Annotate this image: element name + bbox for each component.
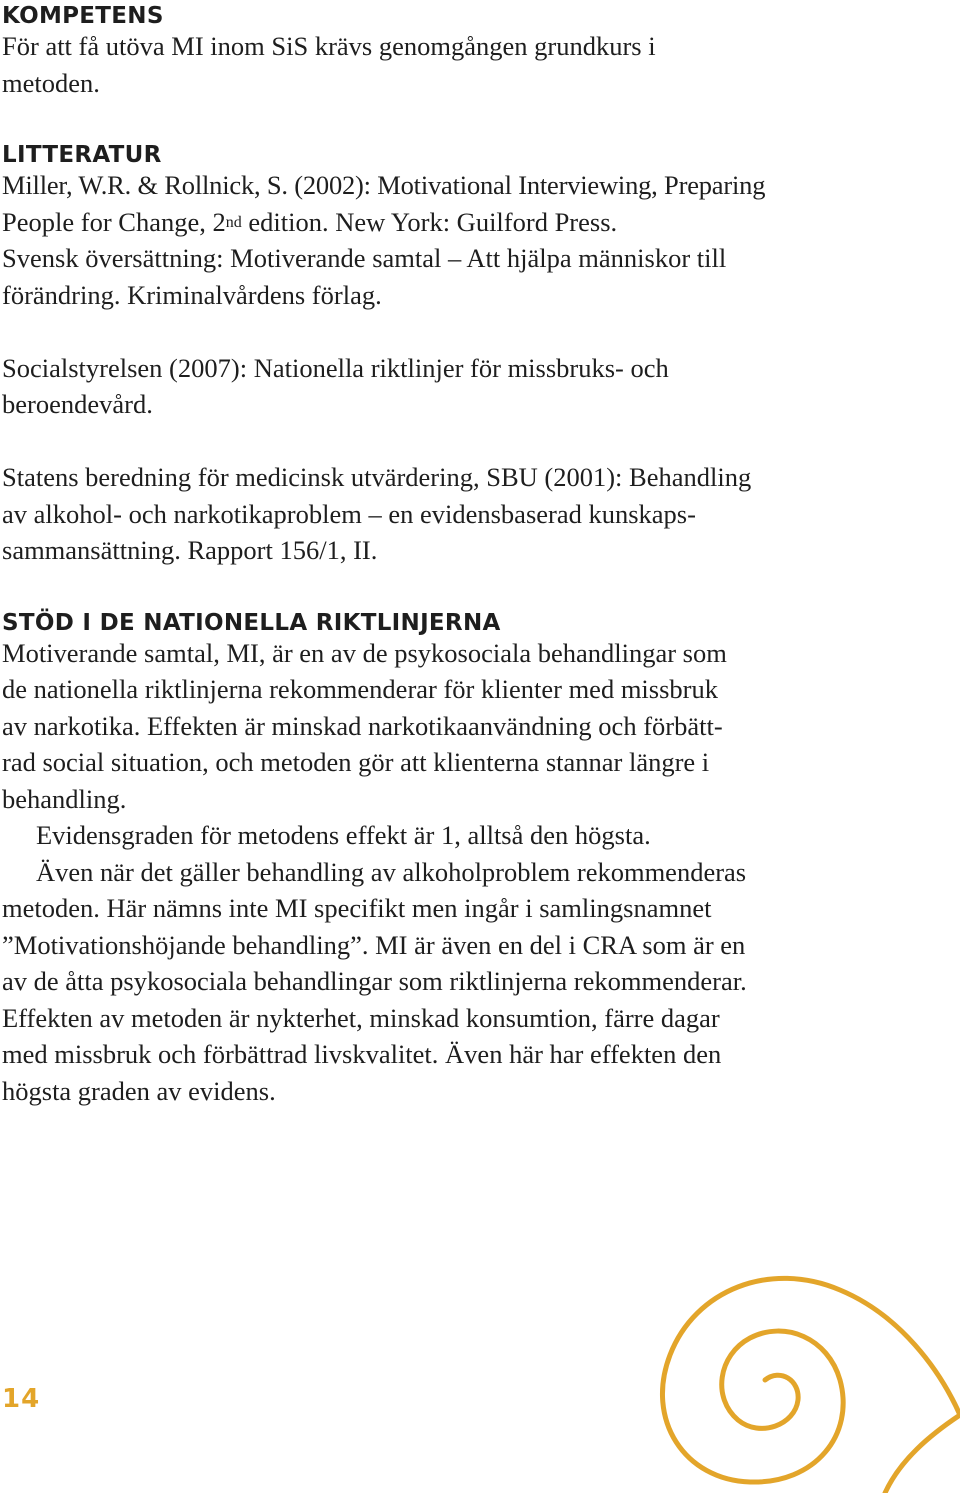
text-line: av de åtta psykosociala behandlingar som riktlinjerna rekommenderar. [2,966,747,996]
text-line: beroendevård. [2,389,153,419]
heading-litteratur: LITTERATUR [2,142,162,168]
paragraph-evidensgrad [2,817,902,854]
text-line: högsta graden av evidens. [2,1075,276,1106]
text-fragment: edition. New York: Guilford Press. [241,206,618,237]
text-line: Evidensgraden för metodens effekt är 1, alltså den högsta. [36,820,651,850]
text-line: behandling. [2,783,127,814]
text-line: med missbruk och förbättrad livskvalitet. Även här har effekten den [2,1039,722,1069]
heading-kompetens: KOMPETENS [2,3,164,29]
heading-stod-riktlinjer: STÖD I DE NATIONELLA RIKTLINJERNA [2,609,501,636]
section-kompetens [2,0,902,101]
superscript: nd [225,213,242,231]
text-line: sammansättning. Rapport 156/1, II. [2,535,378,565]
text-line: Motiverande samtal, MI, är en av de psykosociala behandlingar som [2,637,727,668]
text-line: Svensk översättning: Motiverande samtal – Att hjälpa människor till [2,243,727,273]
paragraph-mi-riktlinjer [2,635,902,818]
text-line: Även när det gäller behandling av alkoholproblem rekommenderas [36,856,747,887]
text-line: de nationella riktlinjerna rekommenderar för klienter med missbruk [2,674,718,704]
text-fragment: People for Change, 2 [2,206,226,237]
reference-socialstyrelsen [2,350,902,423]
text-line: Socialstyrelsen (2007): Nationella riktlinjer för missbruks- och [2,352,669,383]
text-line: För att få utöva MI inom SiS krävs genomgången grundkurs i [2,31,656,61]
text-line: Effekten av metoden är nykterhet, minskad konsumtion, färre dagar [2,1002,720,1033]
text-line: ”Motivationshöjande behandling”. MI är även en del i CRA som är en [2,929,746,960]
paragraph-alkohol [2,854,902,1110]
text-line: metoden. Här nämns inte MI specifikt men ingår i samlingsnamnet [2,893,712,923]
text-line: Statens beredning för medicinsk utvärdering, SBU (2001): Behandling [2,462,752,492]
text-line [2,204,902,241]
text-line: av narkotika. Effekten är minskad narkotikaanvändning och förbätt- [2,710,723,741]
text-line: metoden. [2,67,100,98]
page-content [2,0,902,1109]
text-line: av alkohol- och narkotikaproblem – en evidensbaserad kunskaps- [2,498,696,529]
text-line: förändring. Kriminalvårdens förlag. [2,279,382,310]
page-number: 14 [2,1384,41,1414]
paragraph-kompetens [2,28,902,101]
section-litteratur [2,139,902,569]
reference-sbu [2,459,902,569]
text-line: rad social situation, och metoden gör att klienterna stannar längre i [2,747,710,777]
spiral-ornament-icon [600,1220,960,1493]
text-line: Miller, W.R. & Rollnick, S. (2002): Motivational Interviewing, Preparing [2,170,766,200]
section-stod-riktlinjer [2,607,902,1110]
reference-miller-rollnick [2,167,902,313]
